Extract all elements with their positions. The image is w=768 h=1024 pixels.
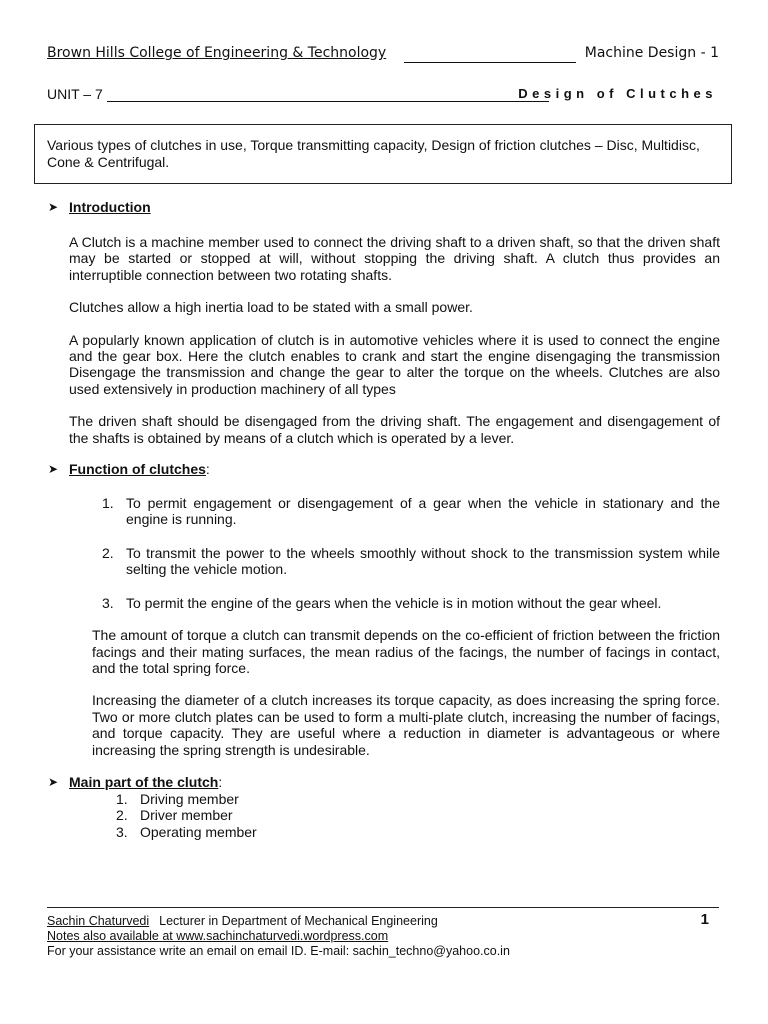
- list-item: 2. To transmit the power to the wheels smoothly without shock to the transmission system while selting the vehicle motion.: [102, 544, 720, 578]
- main-parts-heading: Main part of the clutch: [69, 773, 219, 790]
- page-footer: [47, 907, 719, 959]
- section-heading-functions: [48, 461, 720, 477]
- subject-name: Machine Design - 1: [584, 45, 719, 61]
- page-content: [48, 199, 720, 840]
- main-parts-list: [48, 791, 720, 840]
- unit-rule: [107, 101, 549, 102]
- header-rule: [404, 62, 576, 63]
- functions-list: [48, 495, 720, 611]
- intro-paragraph: Clutches allow a high inertia load to be stated with a small power.: [69, 299, 473, 316]
- section-heading-main-parts: [48, 774, 720, 790]
- introduction-heading: Introduction: [69, 199, 151, 215]
- list-item: 1. Driving member: [116, 790, 239, 807]
- functions-heading: Function of clutches: [69, 461, 206, 478]
- page-header: [47, 45, 719, 67]
- list-item: 3. To permit the engine of the gears when the vehicle is in motion without the gear wheel.: [102, 594, 662, 611]
- main-parts-colon: :: [218, 773, 223, 790]
- functions-colon: :: [205, 461, 210, 478]
- footer-author-line: [47, 911, 719, 929]
- functions-paragraph: The amount of torque a clutch can transmit depends on the co-efficient of friction between the friction facings and their mating surfaces, the mean radius of the facings, the number of facings in contact, and the total spring force.: [92, 627, 720, 676]
- page-number: 1: [700, 911, 709, 928]
- unit-label: UNIT – 7: [47, 86, 103, 102]
- intro-paragraph: A Clutch is a machine member used to connect the driving shaft to a driven shaft, so that the driven shaft may be started or stopped at will, without stopping the driving shaft. A clutch thus provides an interruptible connection between two rotating shafts.: [69, 234, 720, 283]
- unit-title: Design of Clutches: [518, 86, 717, 101]
- intro-paragraph: A popularly known application of clutch is in automotive vehicles where it is used to connect the engine and the gear box. Here the clutch enables to crank and start the engine disengaging the transmission Disengage the transmission and change the gear to alter the torque on the wheels. Clutches are also used extensively in production machinery of all types: [69, 331, 720, 397]
- section-heading-introduction: [48, 199, 720, 215]
- functions-paragraph: Increasing the diameter of a clutch increases its torque capacity, as does increasing the spring force. Two or more clutch plates can be used to form a multi-plate clutch, increasing the number of facings, and torque capacity. They are useful where a reduction in diameter is advantageous or where increasing the spring strength is undesirable.: [92, 692, 720, 758]
- college-name: Brown Hills College of Engineering & Technology: [47, 45, 387, 61]
- list-item: 1. To permit engagement or disengagement of a gear when the vehicle in stationary and the engine is running.: [102, 495, 720, 528]
- author-name: Sachin Chaturvedi: [47, 914, 150, 928]
- notes-link[interactable]: Notes also available at www.sachinchaturvedi.wordpress.com: [47, 929, 389, 943]
- syllabus-box: Various types of clutches in use, Torque transmitting capacity, Design of friction clutches – Disc, Multidisc, Cone & Centrifugal.: [34, 124, 732, 184]
- list-item: 2. Driver member: [116, 807, 233, 824]
- unit-line: [47, 86, 717, 108]
- arrow-bullet-icon: ➤: [48, 774, 59, 789]
- arrow-bullet-icon: ➤: [48, 462, 59, 477]
- list-item: 3. Operating member: [116, 823, 257, 840]
- contact-line: For your assistance write an email on email ID. E-mail: sachin_techno@yahoo.co.in: [47, 944, 510, 958]
- author-role: Lecturer in Department of Mechanical Engineering: [159, 914, 438, 928]
- arrow-bullet-icon: ➤: [48, 200, 59, 214]
- intro-paragraph: The driven shaft should be disengaged from the driving shaft. The engagement and disengagement of the shafts is obtained by means of a clutch which is operated by a lever.: [69, 413, 720, 446]
